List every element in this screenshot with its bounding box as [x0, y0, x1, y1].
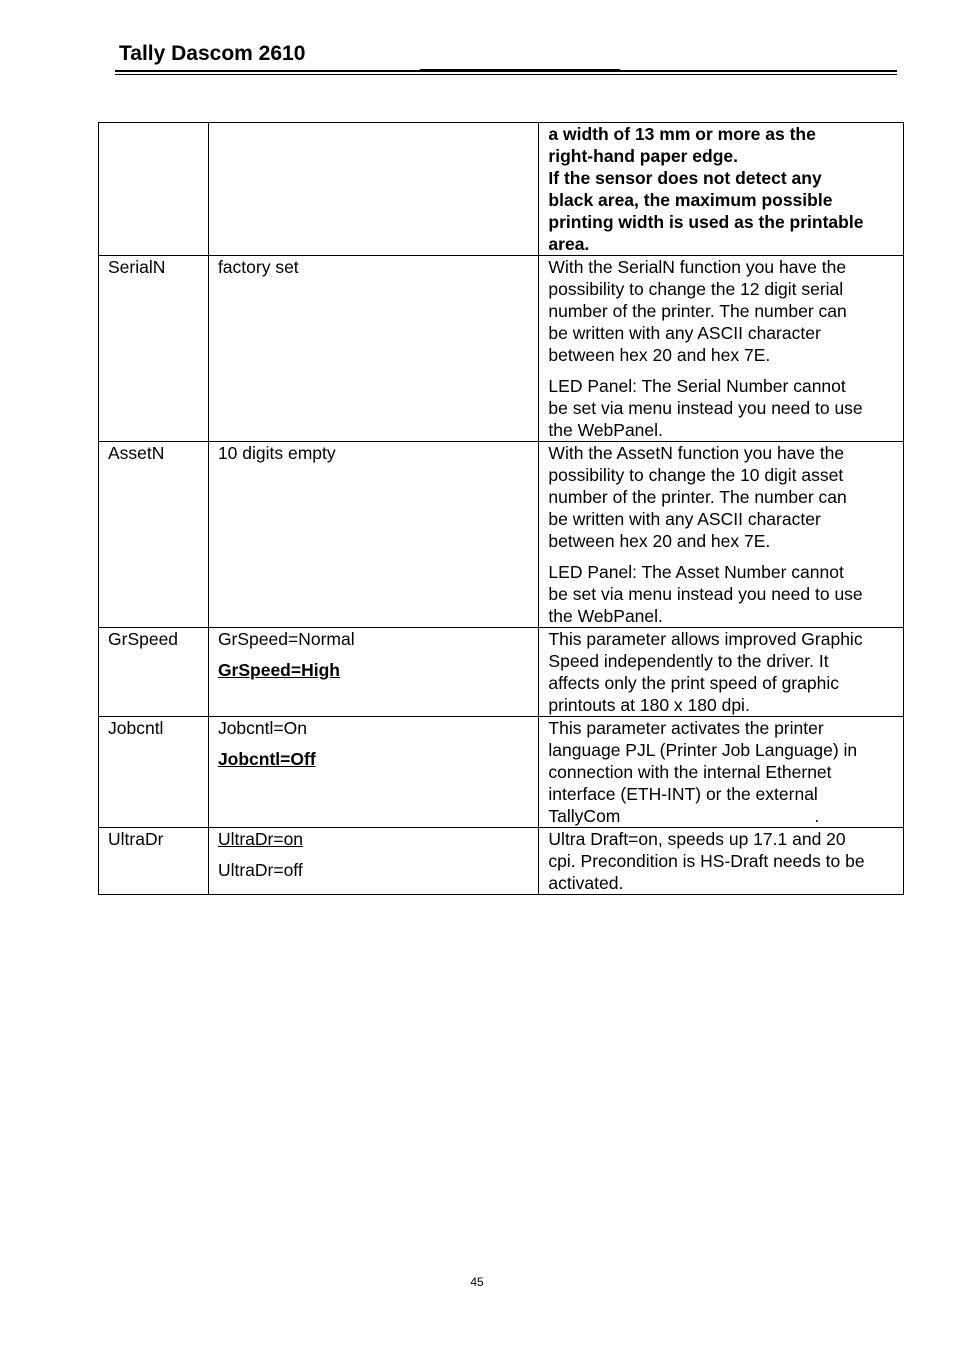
desc-line-last	[548, 805, 895, 827]
desc-line: activated.	[548, 873, 624, 893]
desc-line: a width of 13 mm or more as the	[548, 124, 816, 144]
desc-line: be written with any ASCII character	[548, 323, 821, 343]
desc-line: connection with the internal Ethernet	[548, 762, 832, 782]
desc-line: With the SerialN function you have the	[548, 257, 847, 277]
param-desc-cell	[539, 256, 904, 442]
header-rule-thin	[115, 74, 897, 75]
desc-line: With the AssetN function you have the	[548, 443, 845, 463]
param-options-cell	[208, 828, 538, 895]
option-value-default: Jobcntl=Off	[217, 749, 316, 769]
table-row-grspeed	[99, 628, 904, 717]
desc-line: LED Panel: The Asset Number cannot	[548, 562, 844, 582]
param-value: 10 digits empty	[208, 442, 538, 628]
desc-line: Speed independently to the driver. It	[548, 651, 829, 671]
table-row-ultradr	[99, 828, 904, 895]
desc-line: between hex 20 and hex 7E.	[548, 531, 771, 551]
desc-line: language PJL (Printer Job Language) in	[548, 740, 858, 760]
desc-line: be set via menu instead you need to use	[548, 584, 863, 604]
param-options-cell	[208, 717, 538, 828]
desc-text: .	[814, 806, 820, 826]
desc-line: This parameter activates the printer	[548, 718, 824, 738]
param-desc-cell	[539, 628, 904, 717]
param-desc-cell	[539, 717, 904, 828]
parameter-table	[98, 122, 904, 895]
param-name: UltraDr	[99, 828, 209, 895]
desc-line: between hex 20 and hex 7E.	[548, 345, 771, 365]
desc-line: If the sensor does not detect any	[548, 168, 822, 188]
table-row-jobcntl	[99, 717, 904, 828]
desc-line: LED Panel: The Serial Number cannot	[548, 376, 846, 396]
desc-line: number of the printer. The number can	[548, 301, 847, 321]
desc-line: possibility to change the 10 digit asset	[548, 465, 844, 485]
desc-line: be written with any ASCII character	[548, 509, 821, 529]
page-number: 45	[470, 1275, 484, 1289]
desc-line: right-hand paper edge.	[548, 146, 739, 166]
header-rule-accent	[420, 69, 620, 72]
param-name: SerialN	[99, 256, 209, 442]
desc-line: number of the printer. The number can	[548, 487, 847, 507]
desc-text: TallyCom	[548, 806, 621, 826]
page-header-title: Tally Dascom 2610	[119, 42, 306, 65]
param-desc-cell	[539, 828, 904, 895]
desc-line: This parameter allows improved Graphic	[548, 629, 863, 649]
param-name: AssetN	[99, 442, 209, 628]
option-value: Jobcntl=On	[217, 718, 307, 738]
param-value: factory set	[208, 256, 538, 442]
param-name-cell	[99, 123, 209, 256]
desc-line: be set via menu instead you need to use	[548, 398, 863, 418]
desc-line: cpi. Precondition is HS-Draft needs to be	[548, 851, 865, 871]
desc-line: black area, the maximum possible	[548, 190, 833, 210]
option-value-default: GrSpeed=High	[217, 660, 340, 680]
desc-line: area.	[548, 234, 590, 254]
table-row-serialn	[99, 256, 904, 442]
param-value-cell	[208, 123, 538, 256]
table-row-assetn	[99, 442, 904, 628]
param-desc-cell	[539, 442, 904, 628]
desc-line: printouts at 180 x 180 dpi.	[548, 695, 750, 715]
param-options-cell	[208, 628, 538, 717]
desc-line: possibility to change the 12 digit serial	[548, 279, 844, 299]
option-value-default: UltraDr=on	[217, 829, 304, 849]
desc-line: interface (ETH-INT) or the external	[548, 784, 818, 804]
desc-line: printing width is used as the printable	[548, 212, 864, 232]
desc-line: the WebPanel.	[548, 420, 663, 440]
desc-line: Ultra Draft=on, speeds up 17.1 and 20	[548, 829, 846, 849]
table-row-continued	[99, 123, 904, 256]
param-desc-cell	[539, 123, 904, 256]
desc-line: affects only the print speed of graphic	[548, 673, 839, 693]
param-name: GrSpeed	[99, 628, 209, 717]
desc-line: the WebPanel.	[548, 606, 663, 626]
param-name: Jobcntl	[99, 717, 209, 828]
option-value: UltraDr=off	[217, 860, 303, 880]
option-value: GrSpeed=Normal	[217, 629, 355, 649]
